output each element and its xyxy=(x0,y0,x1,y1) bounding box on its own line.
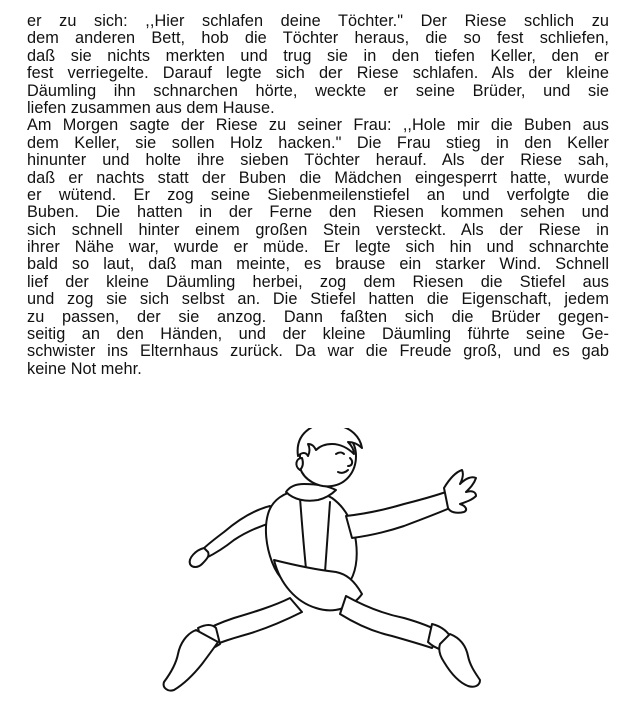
story-line: Am Morgen sagte der Riese zu seiner Frau: ,,Hole mir die Buben aus xyxy=(27,116,609,135)
story-line: ihrer Nähe war, wurde er müde. Er legte sich hin und schnarchte xyxy=(27,238,609,257)
story-line: und zog sie sich selbst an. Die Stiefel hatten die Eigenschaft, jedem xyxy=(27,290,609,309)
story-line: er wütend. Er zog seine Siebenmeilenstiefel an und verfolgte die xyxy=(27,185,609,204)
story-line: bald so laut, daß man meinte, es brause ein starker Wind. Schnell xyxy=(27,255,609,274)
story-line: daß sie nichts merkten und trug sie in den tiefen Keller, den er xyxy=(27,46,609,65)
story-line: seitig an den Händen, und der kleine Däumling führte seine Ge- xyxy=(27,325,609,344)
story-line: er zu sich: ,,Hier schlafen deine Töchter." Der Riese schlich zu xyxy=(27,12,609,30)
story-line: sich schnell hinter einem großen Stein versteckt. Als der Riese in xyxy=(27,220,609,239)
story-line: dem Keller, sie sollen Holz hacken." Die Frau stieg in den Keller xyxy=(27,133,609,152)
story-line: zu passen, der sie anzog. Dann faßten sich die Brüder gegen- xyxy=(27,307,609,326)
front-hand xyxy=(444,470,476,513)
story-line: lief der kleine Däumling herbei, zog dem Riesen die Stiefel aus xyxy=(27,272,609,291)
story-line: schwister ins Elternhaus zurück. Da war die Freude groß, und es gab xyxy=(27,342,609,361)
story-line: fest verriegelte. Darauf legte sich der Riese schlafen. Als der kleine xyxy=(27,64,609,83)
story-line: Däumling ihn schnarchen hörte, weckte er seine Brüder, und sie xyxy=(27,81,609,100)
story-line: daß er nachts statt der Buben die Mädchen eingesperrt hatte, wurde xyxy=(27,168,609,187)
story-line: dem anderen Bett, hob die Töchter heraus, die so fest schliefen, xyxy=(27,29,609,48)
running-boy-illustration xyxy=(150,428,490,700)
story-line: hinunter und holte ihre sieben Töchter herauf. Als der Riese sah, xyxy=(27,151,609,170)
story-text xyxy=(27,13,609,378)
back-hand xyxy=(190,548,209,567)
front-arm xyxy=(346,492,450,538)
story-line: Buben. Die hatten in der Ferne den Riesen kommen sehen und xyxy=(27,203,609,222)
back-arm xyxy=(200,506,274,558)
story-line: liefen zusammen aus dem Hause. xyxy=(27,98,275,117)
ear xyxy=(296,458,302,470)
front-leg xyxy=(340,596,440,648)
story-line: keine Not mehr. xyxy=(27,359,142,378)
back-boot xyxy=(164,630,218,691)
front-boot xyxy=(439,634,480,687)
